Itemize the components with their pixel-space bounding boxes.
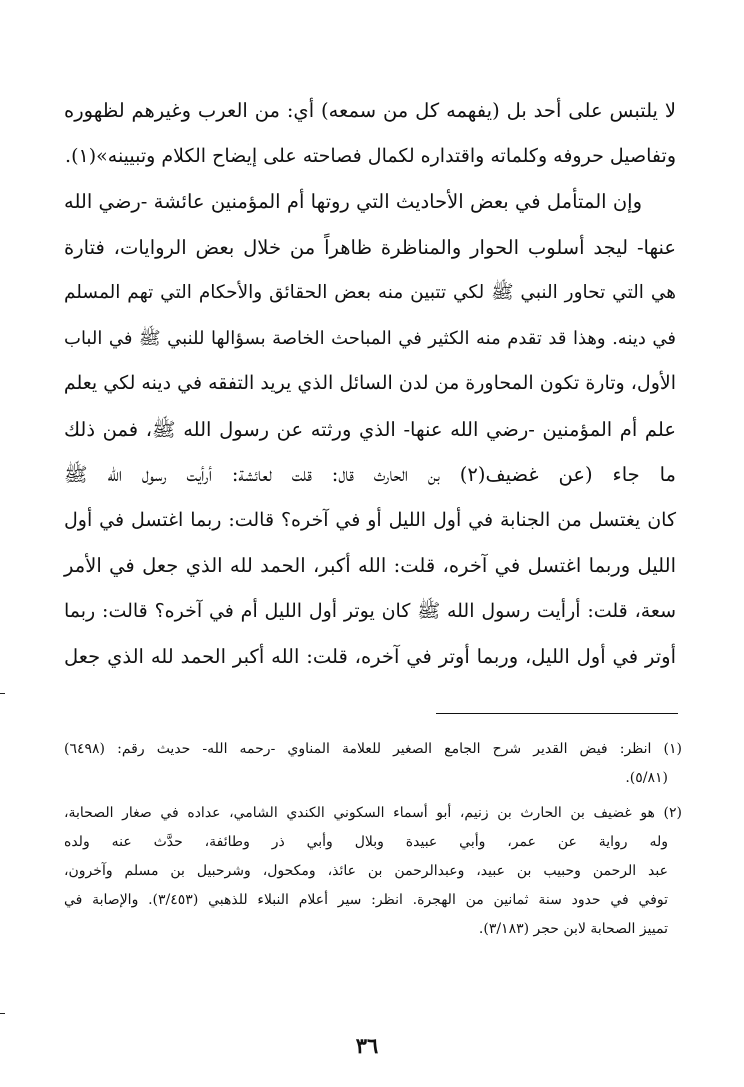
text-line: الليل وربما اغتسل في آخره، قلت: الله أكبر، الحمد لله الذي جعل في الأمر bbox=[64, 554, 676, 577]
text-line: كان يغتسل من الجنابة في أول الليل أو في آخره؟ قالت: ربما اغتسل في أول bbox=[64, 508, 676, 531]
text-line: وتفاصيل حروفه وكلماته واقتداره لكمال فصاحته على إيضاح الكلام وتبيينه»(١). bbox=[65, 144, 676, 167]
text-line: ما جاء (عن غضيف(٢) بن الحارث قال: قلت لعائشة: أرأيت رسول الله ﷺ bbox=[64, 463, 676, 486]
text-line: الأول، وتارة تكون المحاورة من لدن السائل الذي يريد التفقه في دينه لكي يعلم bbox=[63, 372, 676, 394]
footnote-divider bbox=[436, 713, 678, 714]
text-line: سعة، قلت: أرأيت رسول الله ﷺ كان يوتر أول الليل أم في آخره؟ قالت: ربما bbox=[64, 599, 676, 622]
text-line: أوتر في أول الليل، وربما أوتر في آخره، قلت: الله أكبر الحمد لله الذي جعل bbox=[64, 645, 676, 668]
footnote-line: توفي في حدود سنة ثمانين من الهجرة. انظر: سير أعلام النبلاء للذهبي (٣/٤٥٣). والإصابة في bbox=[64, 892, 668, 908]
footnote-line: وله رواية عن عمر، وأبي عبيدة وبلال وأبي ذر وطائفة، حدَّث عنه ولده bbox=[64, 834, 668, 850]
footnote-line: (١) انظر: فيض القدير شرح الجامع الصغير للعلامة المناوي -رحمه الله- حديث رقم: (٦٤٩٨) bbox=[64, 741, 682, 757]
text-line: وإن المتأمل في بعض الأحاديث التي روتها أم المؤمنين عائشة -رضي الله bbox=[64, 190, 642, 213]
text-line: عنها- ليجد أسلوب الحوار والمناظرة ظاهراً من خلال بعض الروايات، فتارة bbox=[64, 235, 676, 259]
text-line: لا يلتبس على أحد بل (يفهمه كل من سمعه) أي: من العرب وغيرهم لظهوره bbox=[64, 99, 676, 122]
margin-mark bbox=[0, 1013, 5, 1014]
page-number: ٣٦ bbox=[355, 1033, 379, 1058]
text-line: هي التي تحاور النبي ﷺ لكي تتبين منه بعض الحقائق والأحكام التي تهم المسلم bbox=[64, 282, 676, 303]
text-line: علم أم المؤمنين -رضي الله عنها- الذي ورثته عن رسول الله ﷺ، فمن ذلك bbox=[64, 417, 676, 441]
text-line: في دينه. وهذا قد تقدم منه الكثير في المباحث الخاصة بسؤالها للنبي ﷺ في الباب bbox=[64, 327, 676, 349]
footnote-line: (٢) هو غضيف بن الحارث بن زنيم، أبو أسماء السكوني الكندي الشامي، عداده في صغار الصحابة، bbox=[64, 805, 682, 821]
margin-mark bbox=[0, 693, 5, 694]
footnote-line: (٥/٨١). bbox=[625, 770, 668, 786]
footnotes-section bbox=[64, 735, 682, 944]
footnote-line: تمييز الصحابة لابن حجر (٣/١٨٣). bbox=[478, 921, 668, 937]
main-text-body bbox=[64, 88, 676, 680]
footnote-line: عبد الرحمن وحبيب بن عبيد، وعبدالرحمن بن عائذ، ومكحول، وشرحبيل بن مسلم وآخرون، bbox=[64, 863, 668, 879]
